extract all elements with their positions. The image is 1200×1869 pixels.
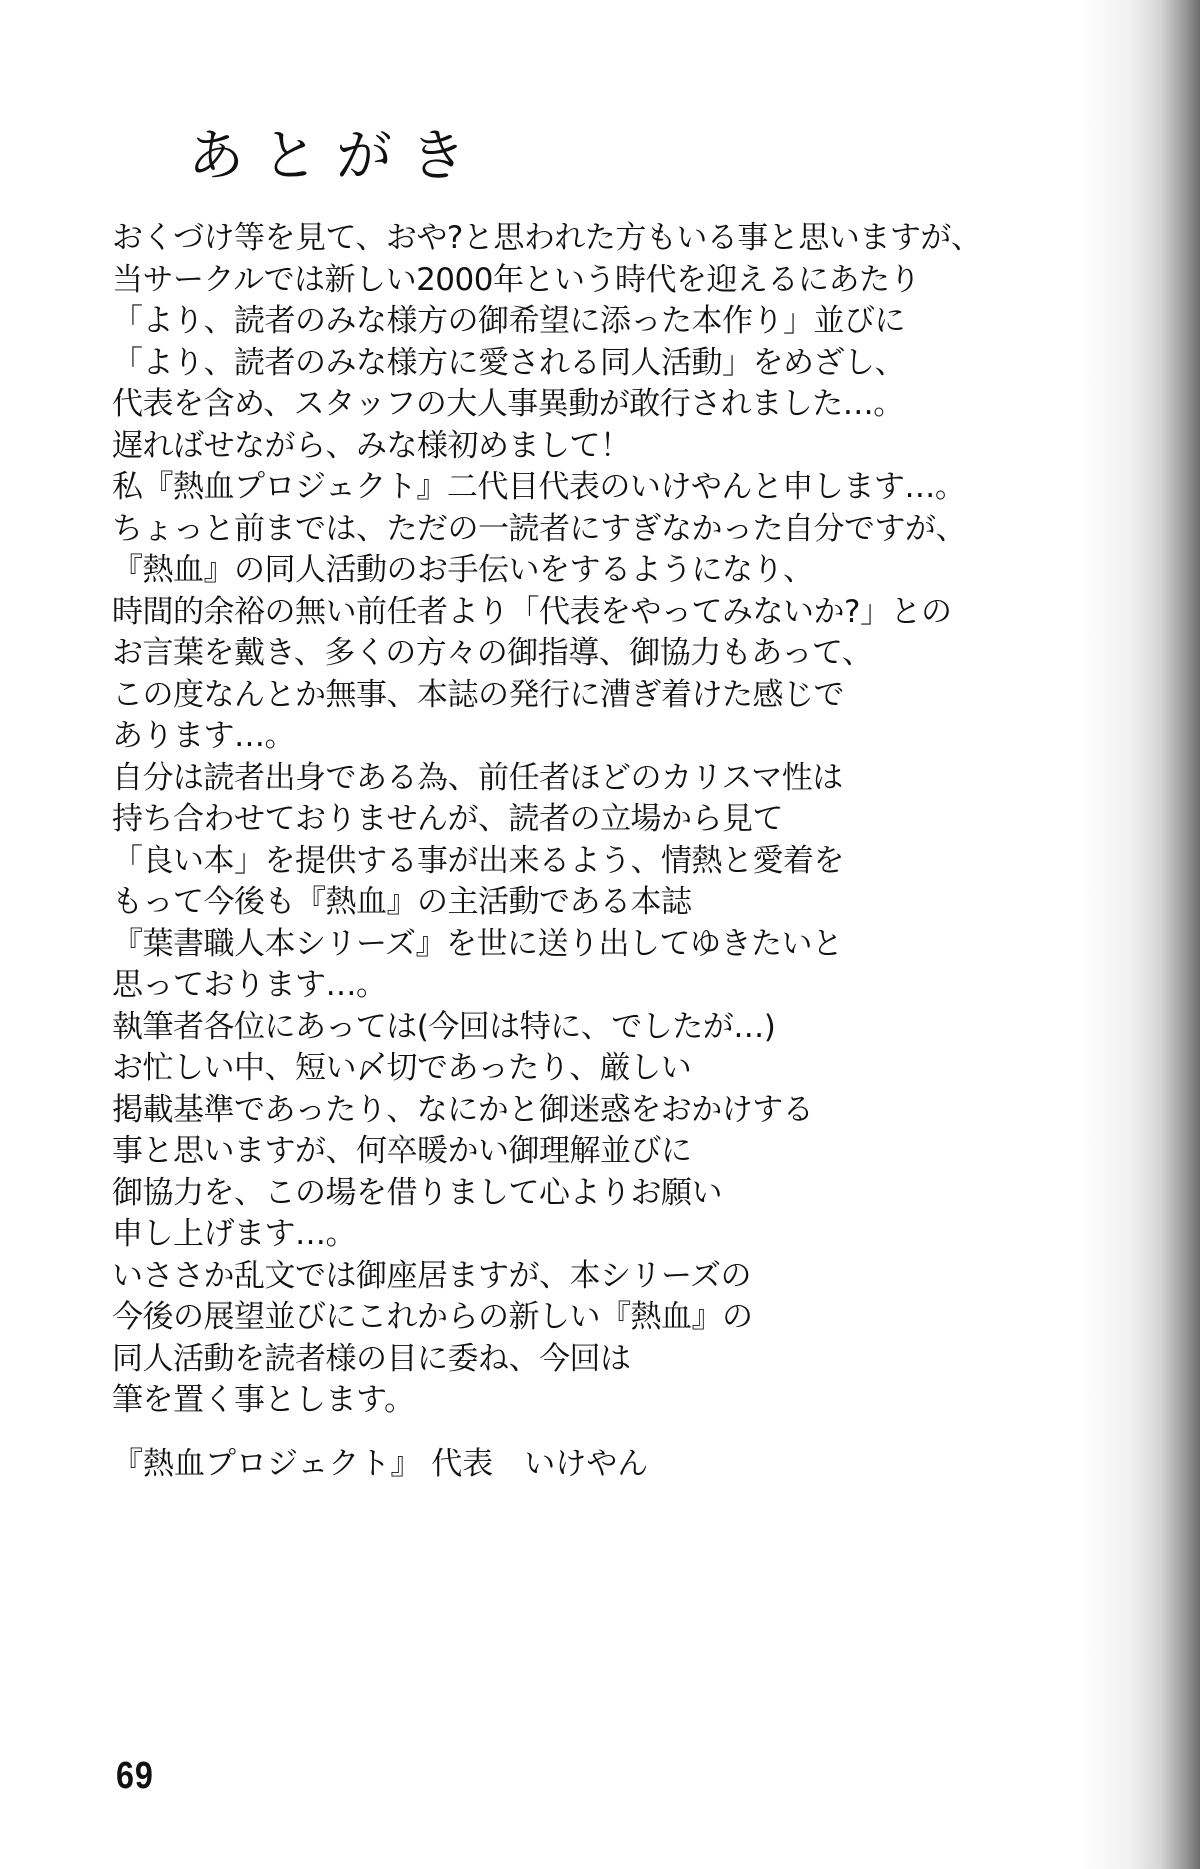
afterword-body <box>112 218 1072 1422</box>
text-line: 『葉書職人本シリーズ』を世に送り出してゆきたいと <box>112 925 843 962</box>
page-title: あとがき <box>188 124 484 189</box>
text-line: 思っております…。 <box>112 967 387 1003</box>
text-line: 『熱血』の同人活動のお手伝いをするようになり、 <box>112 552 814 588</box>
text-line: お言葉を戴き、多くの方々の御指導、御協力もあって、 <box>112 635 873 671</box>
text-line: 「より、読者のみな様方に愛される同人活動」をめざし、 <box>112 344 905 381</box>
text-line: この度なんとか無事、本誌の発行に漕ぎ着けた感じで <box>112 676 844 713</box>
text-line: 持ち合わせておりませんが、読者の立場から見て <box>112 801 783 837</box>
text-line: 執筆者各位にあっては(今回は特に、でしたが…) <box>112 1008 776 1045</box>
text-line: 今後の展望並びにこれからの新しい『熱血』の <box>112 1299 753 1335</box>
text-line: もって今後も『熱血』の主活動である本誌 <box>112 884 692 920</box>
text-line: 「より、読者のみな様方の御希望に添った本作り」並びに <box>112 303 905 339</box>
text-line: 掲載基準であったり、なにかと御迷惑をおかけする <box>112 1091 814 1128</box>
text-line: ちょっと前までは、ただの一読者にすぎなかった自分ですが、 <box>112 510 966 547</box>
text-line: 同人活動を読者様の目に委ね、今回は <box>112 1340 631 1377</box>
signature: 『熱血プロジェクト』 代表 いけやん <box>112 1446 649 1482</box>
text-line: あります…。 <box>112 718 295 754</box>
text-line: 自分は読者出身である為、前任者ほどのカリスマ性は <box>112 759 843 796</box>
text-line: 私『熱血プロジェクト』二代目代表のいけやんと申します…。 <box>112 469 966 505</box>
text-line: 時間的余裕の無い前任者より「代表をやってみないか?」との <box>112 593 952 630</box>
text-line: 代表を含め、スタッフの大人事異動が敢行されました…。 <box>112 386 904 422</box>
text-line: 御協力を、この場を借りまして心よりお願い <box>112 1174 722 1211</box>
text-line: おくづけ等を見て、おや?と思われた方もいる事と思いますが、 <box>112 220 982 256</box>
text-line: 「良い本」を提供する事が出来るよう、情熱と愛着を <box>112 842 844 879</box>
page-number: 69 <box>116 1755 154 1797</box>
text-line: 事と思いますが、何卒暖かい御理解並びに <box>112 1133 692 1169</box>
text-line: 当サークルでは新しい2000年という時代を迎えるにあたり <box>112 261 920 298</box>
text-line: いささか乱文では御座居ますが、本シリーズの <box>112 1257 751 1294</box>
text-line: 申し上げます…。 <box>112 1216 356 1252</box>
text-line: 筆を置く事とします。 <box>112 1382 415 1418</box>
text-line: お忙しい中、短い〆切であったり、厳しい <box>112 1050 692 1086</box>
text-line: 遅ればせながら、みな様初めまして！ <box>112 427 631 464</box>
